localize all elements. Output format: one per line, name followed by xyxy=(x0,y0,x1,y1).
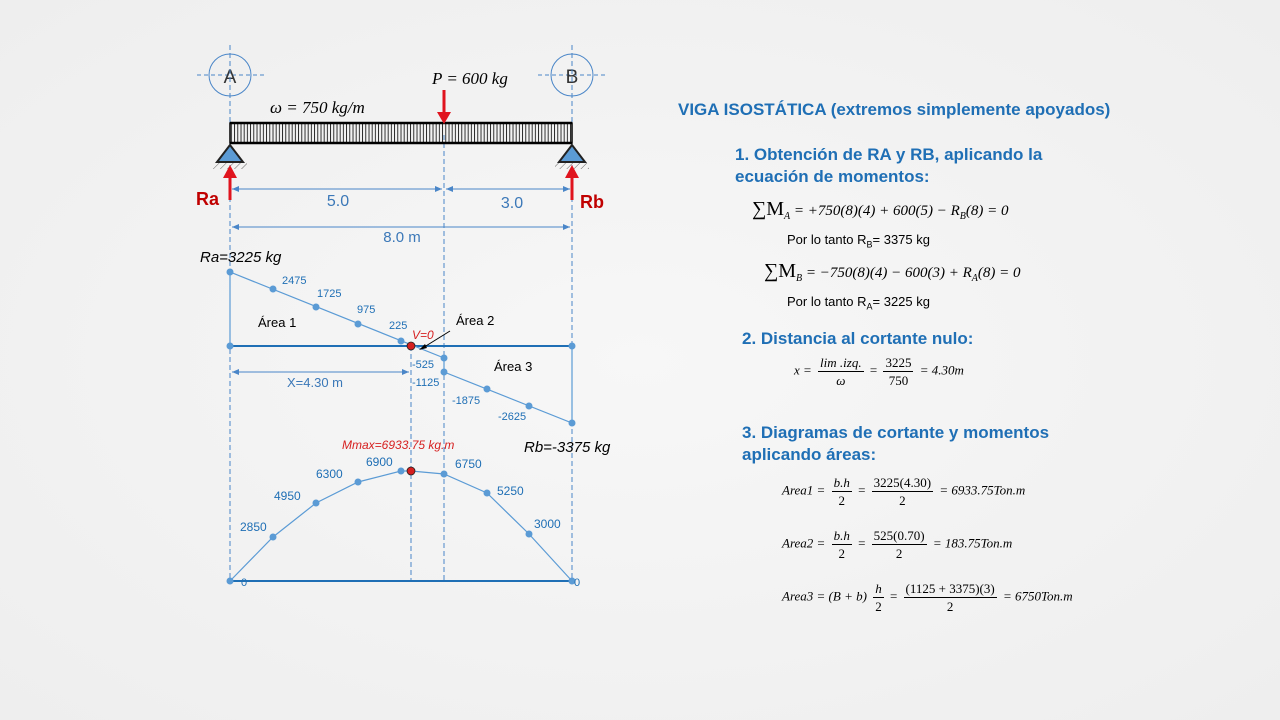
reaction-a-arrow xyxy=(223,165,237,200)
dim-left: 5.0 xyxy=(326,193,350,210)
svg-text:-1875: -1875 xyxy=(452,395,481,407)
shear-outline xyxy=(230,272,572,423)
equation-ma: $\sum M_A = +750(8)(4) + 600(5) - R_B(8) = 0$ xyxy=(752,198,1009,222)
svg-text:225: 225 xyxy=(389,320,408,332)
support-a-marker xyxy=(197,54,265,96)
step2-heading: 2. Distancia al cortante nulo: xyxy=(742,329,974,348)
shear-ra-value: Ra=3225 kg xyxy=(200,249,282,266)
svg-text:2475: 2475 xyxy=(282,275,307,287)
point-load-arrow xyxy=(437,90,451,124)
svg-text:-2625: -2625 xyxy=(498,411,527,423)
v-zero-label: V=0 xyxy=(412,328,434,342)
shear-zero-point xyxy=(407,342,415,350)
svg-text:6300: 6300 xyxy=(316,467,343,481)
svg-text:975: 975 xyxy=(357,304,376,316)
svg-text:3000: 3000 xyxy=(534,517,561,531)
panel-title: VIGA ISOSTÁTICA (extremos simplemente apoyados) xyxy=(678,100,1111,119)
equation-x: x = $\frac{\text{lim .izq.}}{\omega}$ = $\frac{3225}{750}$ = 4.30m xyxy=(794,355,964,388)
svg-text:6750: 6750 xyxy=(455,457,482,471)
result-ra: Por lo tanto $R_A= 3225$ kg xyxy=(787,294,930,312)
dim-total: 8.0 m xyxy=(383,229,421,246)
svg-text:-525: -525 xyxy=(412,359,435,371)
svg-text:1725: 1725 xyxy=(317,288,342,300)
svg-text:6900: 6900 xyxy=(366,455,393,469)
area2-label: Área 2 xyxy=(456,313,495,328)
x-distance-label: X=4.30 m xyxy=(287,375,344,390)
distributed-load-block xyxy=(230,123,572,143)
equation-area3: Area3 = (B + b) $\frac{h}{2}$ = $\frac{(1125 + 3375)(3)}{2}$ = 6750Ton.m xyxy=(782,581,1073,614)
svg-text:-1125: -1125 xyxy=(412,377,440,389)
svg-text:4950: 4950 xyxy=(274,489,301,503)
svg-text:0: 0 xyxy=(241,577,248,589)
shear-values xyxy=(282,275,526,423)
support-a-label: A xyxy=(223,67,237,88)
result-rb: Por lo tanto $R_B= 3375$ kg xyxy=(787,232,930,250)
svg-text:2850: 2850 xyxy=(240,520,267,534)
equation-area1: Area1 = $\frac{b.h}{2}$ = $\frac{3225(4.30)}{2}$ = 6933.75Ton.m xyxy=(782,475,1026,508)
reaction-b-arrow xyxy=(565,165,579,200)
support-b-marker xyxy=(538,54,608,96)
svg-text:0: 0 xyxy=(574,577,581,589)
mmax-point xyxy=(407,467,415,475)
reaction-b-label: Rb xyxy=(580,192,604,212)
reaction-a-label: Ra xyxy=(196,189,220,209)
shear-rb-value: Rb=-3375 kg xyxy=(524,439,611,456)
mmax-label: Mmax=6933.75 kg.m xyxy=(342,438,455,452)
equation-area2: Area2 = $\frac{b.h}{2}$ = $\frac{525(0.70)}{2}$ = 183.75Ton.m xyxy=(782,528,1013,561)
step3-heading: 3. Diagramas de cortante y momentos aplicando áreas: xyxy=(742,423,1050,464)
svg-text:5250: 5250 xyxy=(497,484,524,498)
area3-label: Área 3 xyxy=(494,359,533,374)
point-load-label: P = 600 kg xyxy=(432,69,508,88)
area1-label: Área 1 xyxy=(258,315,297,330)
distributed-load-label: ω = 750 kg/m xyxy=(270,98,365,117)
support-b-label: B xyxy=(565,67,579,88)
dim-right: 3.0 xyxy=(500,195,524,212)
step1-heading: 1. Obtención de RA y RB, aplicando la ecuación de momentos: xyxy=(735,145,1043,186)
equation-mb: $\sum M_B = -750(8)(4) - 600(3) + R_A(8) = 0$ xyxy=(764,260,1021,284)
